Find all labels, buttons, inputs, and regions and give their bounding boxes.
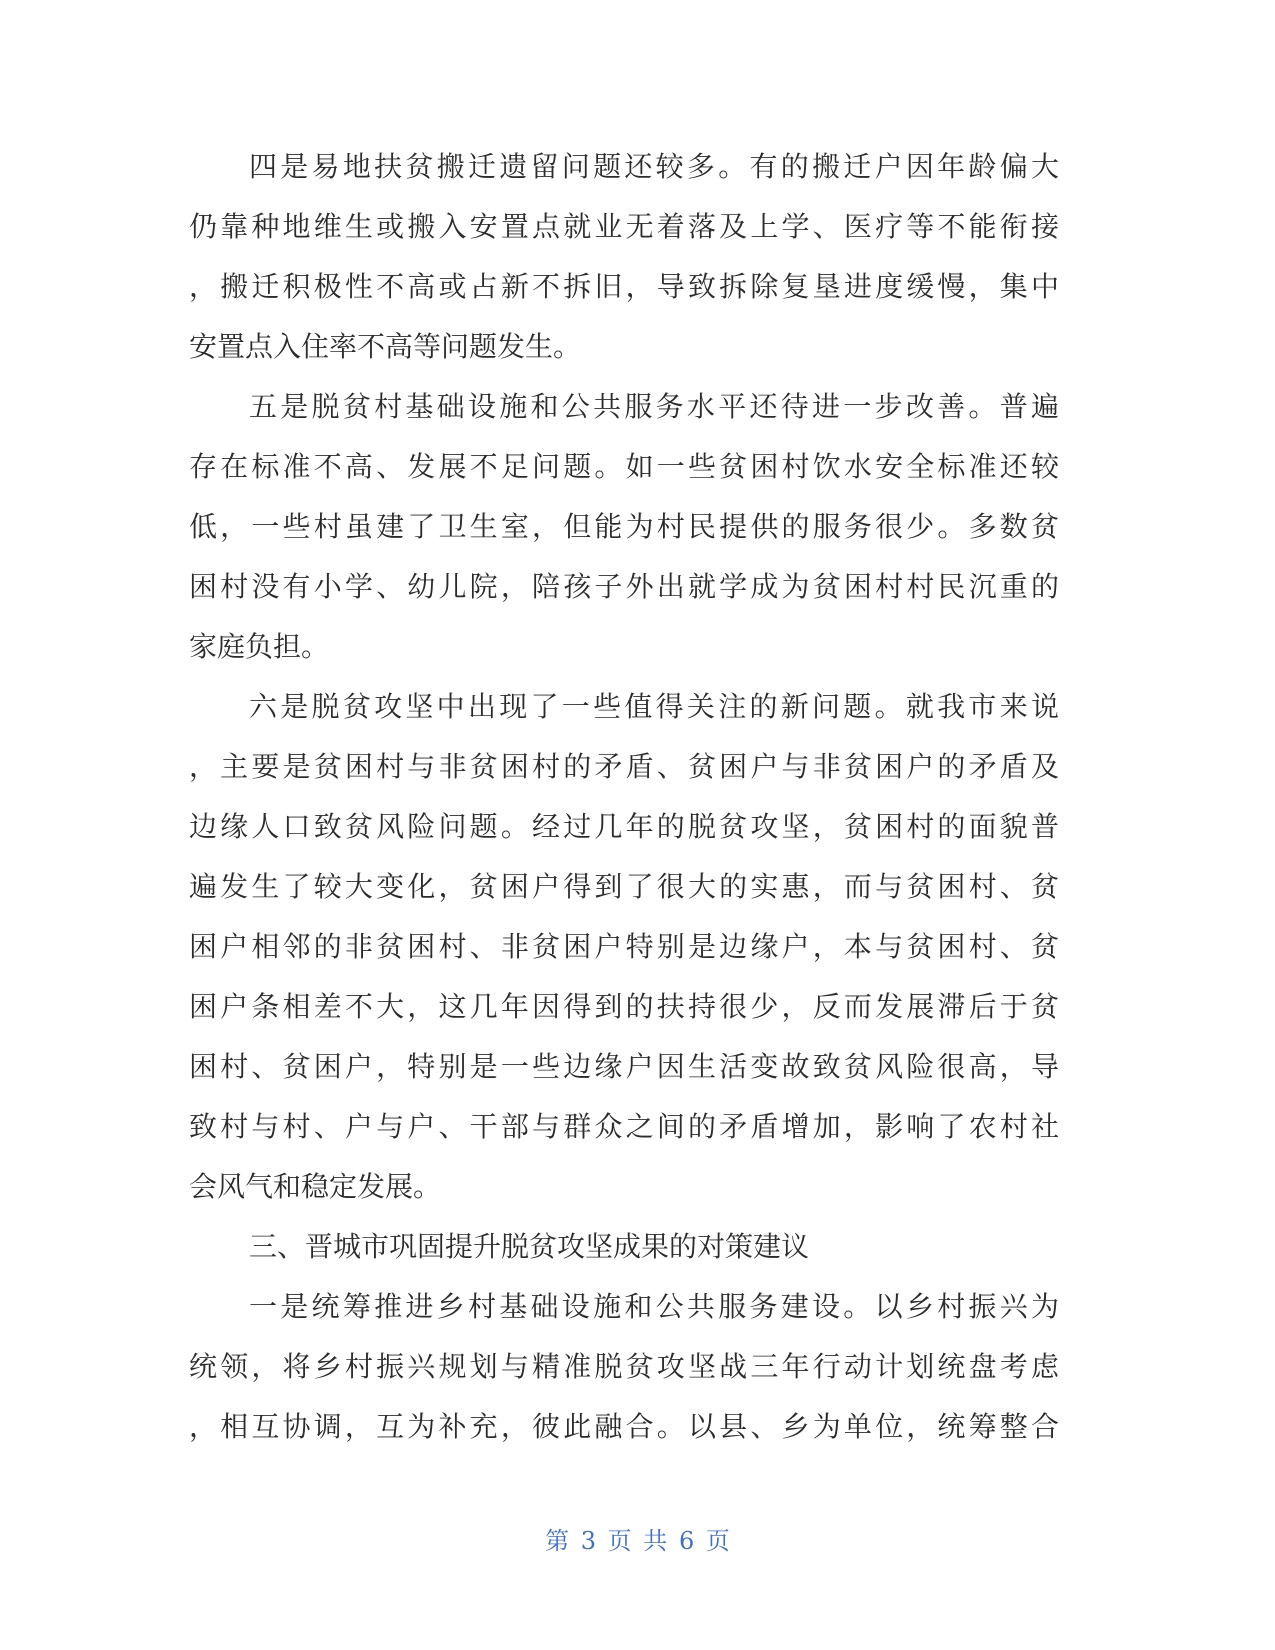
section-heading-text: 三、晋城市巩固提升脱贫攻坚成果的对策建议 (249, 1230, 810, 1263)
text-line: 遍发生了较大变化，贫困户得到了很大的实惠，而与贫困村、贫 (189, 870, 1059, 903)
text-line: 致村与村、户与户、干部与群众之间的矛盾增加，影响了农村社 (189, 1110, 1059, 1143)
text-line: 困户相邻的非贫困村、非贫困户特别是边缘户，本与贫困村、贫 (189, 930, 1059, 963)
text-line: 四是易地扶贫搬迁遗留问题还较多。有的搬迁户因年龄偏大 (249, 150, 1059, 183)
text-line: 存在标准不高、发展不足问题。如一些贫困村饮水安全标准还较 (189, 450, 1059, 483)
text-line: 一是统筹推进乡村基础设施和公共服务建设。以乡村振兴为 (249, 1290, 1059, 1323)
text-line: ，搬迁积极性不高或占新不拆旧，导致拆除复垦进度缓慢，集中 (189, 270, 1059, 303)
text-line: 仍靠种地维生或搬入安置点就业无着落及上学、医疗等不能衔接 (189, 210, 1059, 243)
text-line: 家庭负担。 (189, 630, 330, 663)
text-line: 会风气和稳定发展。 (189, 1170, 442, 1203)
text-line: 低，一些村虽建了卫生室，但能为村民提供的服务很少。多数贫 (189, 510, 1059, 543)
text-line: 统领，将乡村振兴规划与精准脱贫攻坚战三年行动计划统盘考虑 (189, 1350, 1059, 1383)
text-line: 困户条相差不大，这几年因得到的扶持很少，反而发展滞后于贫 (189, 990, 1059, 1023)
text-line: 边缘人口致贫风险问题。经过几年的脱贫攻坚，贫困村的面貌普 (189, 810, 1059, 843)
text-line: ，相互协调，互为补充，彼此融合。以县、乡为单位，统筹整合 (189, 1410, 1059, 1443)
page-number-footer: 第 3 页 共 6 页 (545, 1527, 730, 1555)
paragraph-2 (189, 377, 1059, 677)
paragraph-3 (189, 677, 1059, 1217)
document-body (189, 137, 1059, 1457)
paragraph-1 (189, 137, 1059, 377)
text-line: 安置点入住率不高等问题发生。 (189, 330, 582, 363)
text-line: 六是脱贫攻坚中出现了一些值得关注的新问题。就我市来说 (249, 690, 1059, 723)
text-line: 困村没有小学、幼儿院，陪孩子外出就学成为贫困村村民沉重的 (189, 570, 1059, 603)
text-line: 困村、贫困户，特别是一些边缘户因生活变故致贫风险很高，导 (189, 1050, 1059, 1083)
text-line: ，主要是贫困村与非贫困村的矛盾、贫困户与非贫困户的矛盾及 (189, 750, 1059, 783)
paragraph-5 (189, 1277, 1059, 1457)
text-line: 五是脱贫村基础设施和公共服务水平还待进一步改善。普遍 (249, 390, 1059, 423)
section-heading (189, 1217, 1059, 1277)
